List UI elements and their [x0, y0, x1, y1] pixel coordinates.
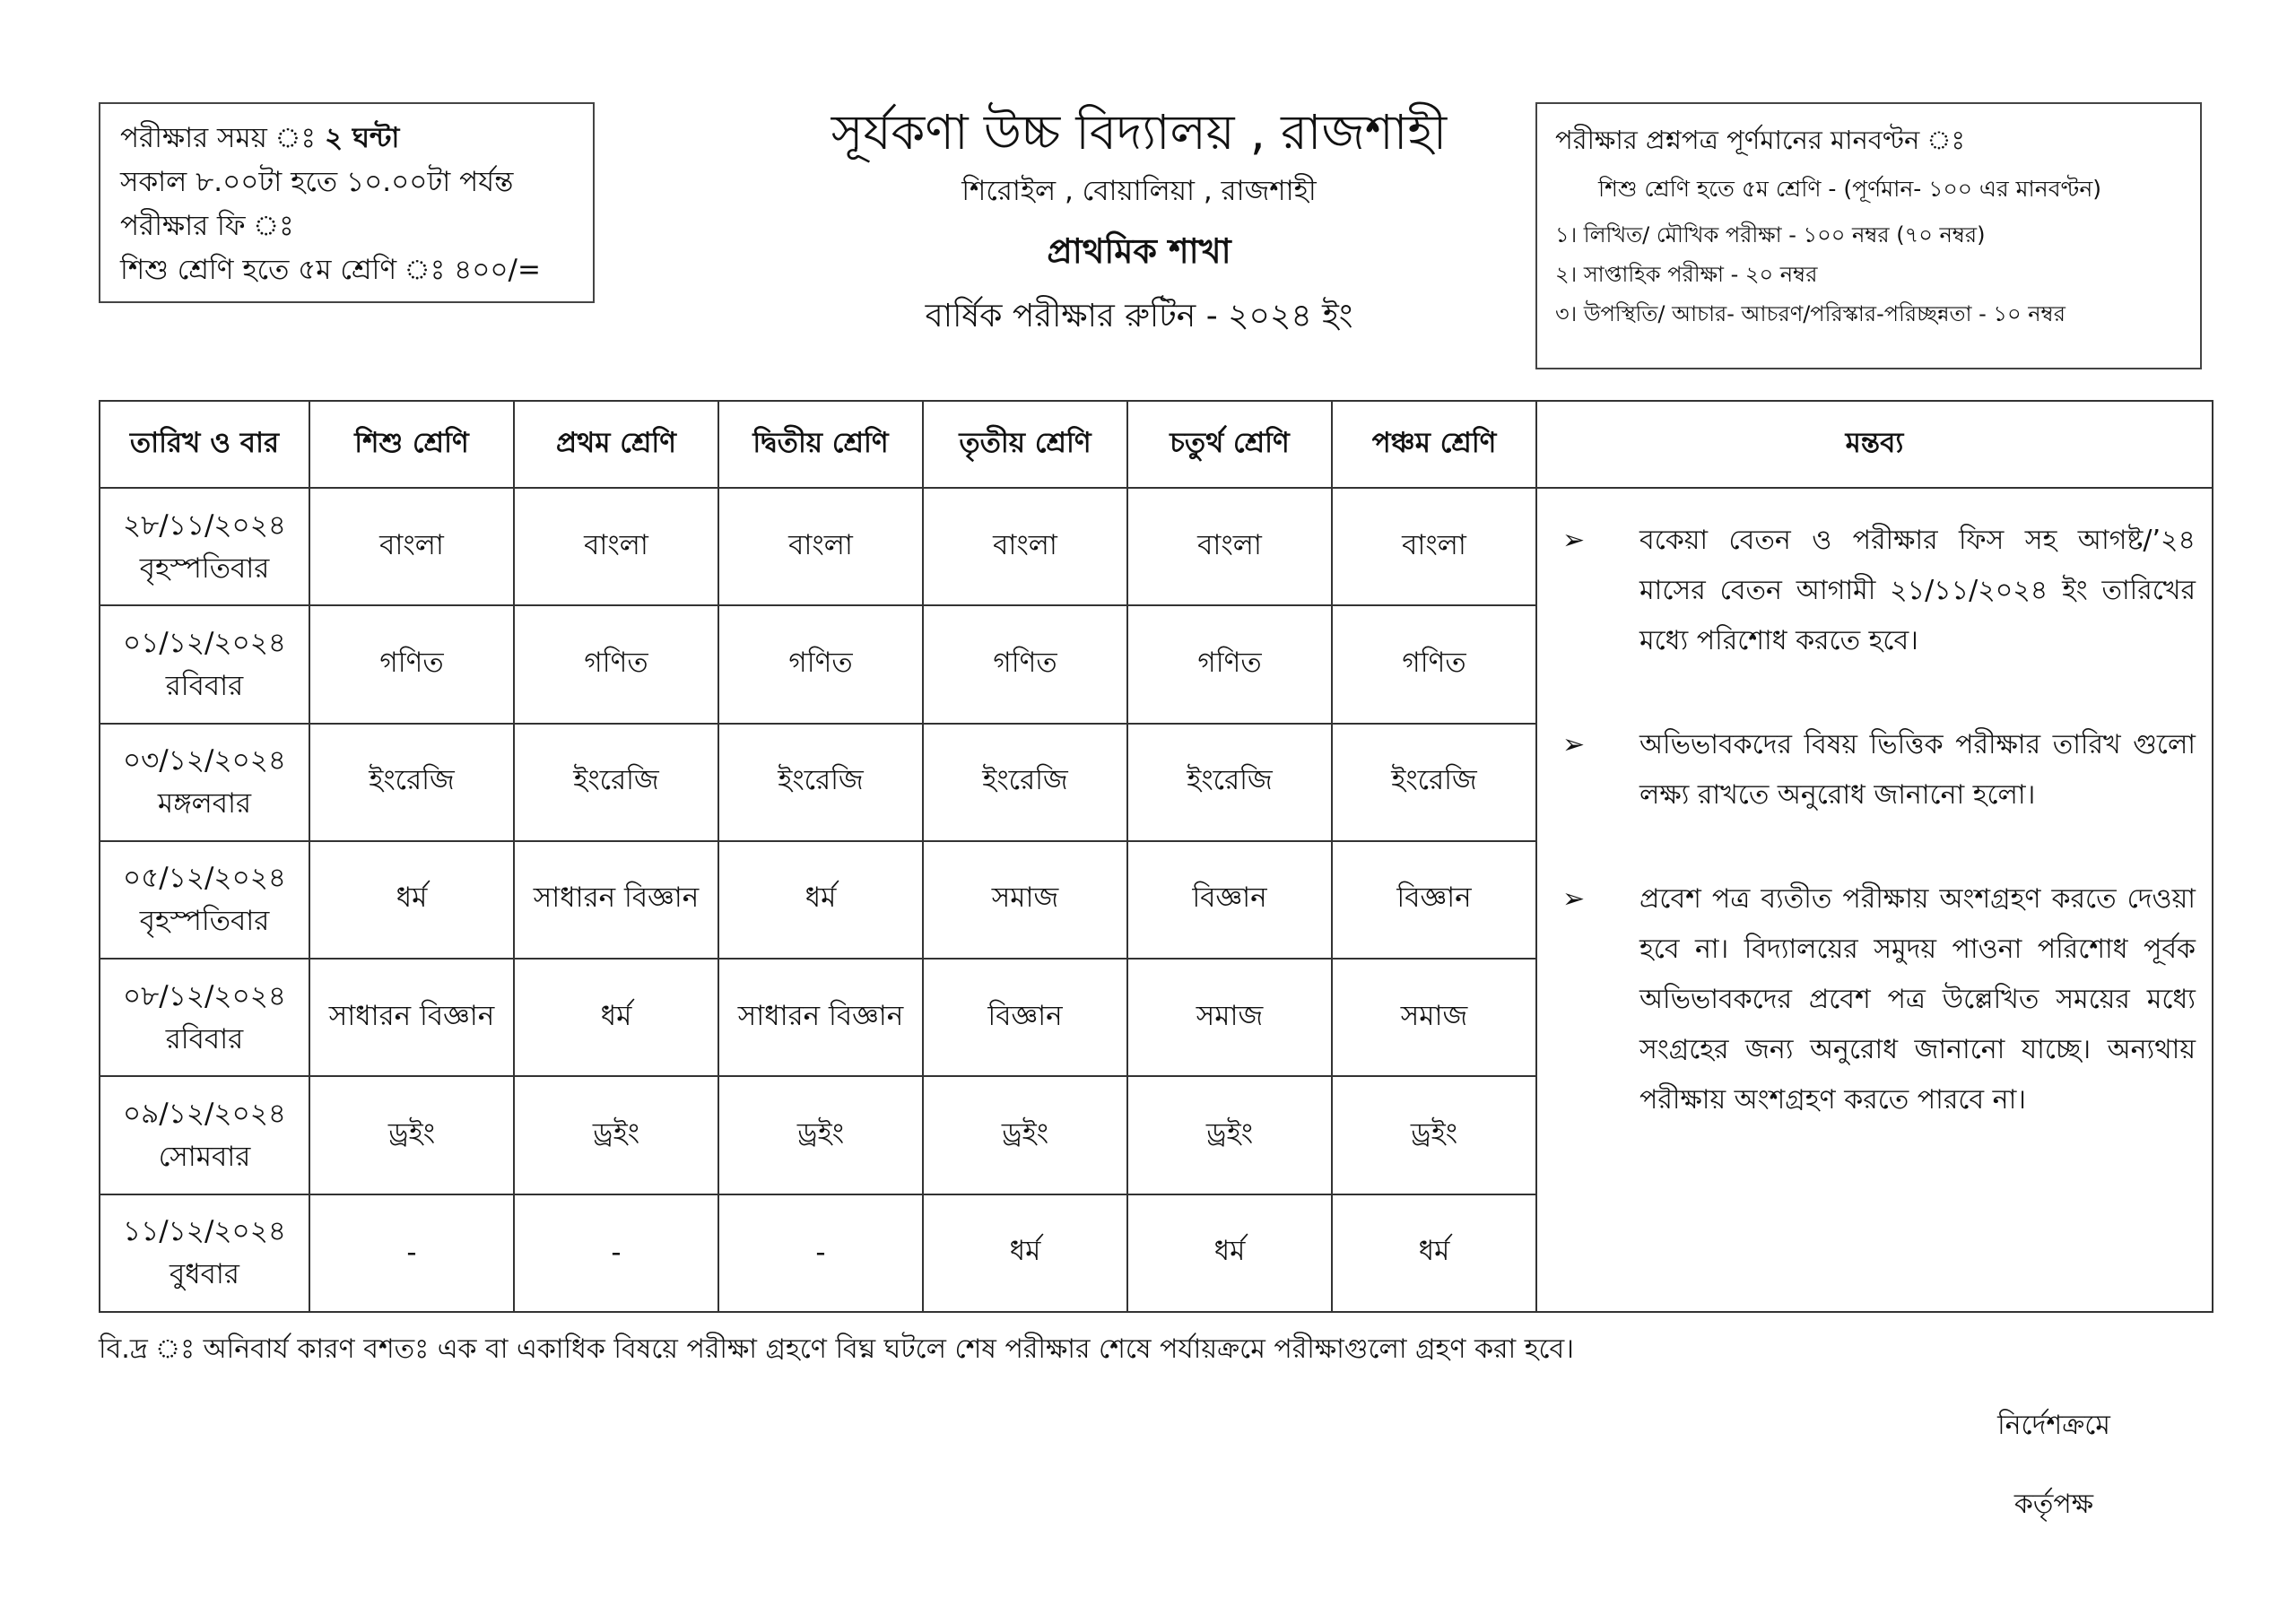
arrowhead-bullet-icon: ➢: [1562, 883, 1586, 915]
remark-text: অভিভাবকদের বিষয় ভিত্তিক পরীক্ষার তারিখ গুলো লক্ষ্য রাখতে অনুরোধ জানানো হলো।: [1639, 729, 2196, 811]
subject-cell: সাধারন বিজ্ঞান: [514, 841, 718, 959]
date-cell: [100, 488, 309, 605]
exam-date: ০৮/১২/২০২৪: [122, 979, 287, 1012]
marks-item: ৩। উপস্থিতি/ আচার- আচরণ/পরিস্কার-পরিচ্ছন্নতা - ১০ নম্বর: [1555, 301, 2066, 326]
column-header-class: তৃতীয় শ্রেণি: [923, 401, 1127, 488]
subject-cell: ড্রইং: [309, 1076, 514, 1194]
table-row: [100, 488, 2213, 605]
date-cell: [100, 605, 309, 723]
date-cell: [100, 959, 309, 1076]
exam-day: বৃহস্পতিবার: [139, 905, 270, 938]
subject-cell: সমাজ: [923, 841, 1127, 959]
exam-time-range: সকাল ৮.০০টা হতে ১০.০০টা পর্যন্ত: [120, 166, 514, 198]
remarks-cell: [1536, 488, 2213, 1312]
date-cell: [100, 1194, 309, 1312]
subject-cell: বাংলা: [1127, 488, 1332, 605]
document-header: [789, 97, 1489, 344]
subject-cell: ইংরেজি: [718, 724, 923, 841]
subject-cell: -: [718, 1194, 923, 1312]
subject-cell: বাংলা: [309, 488, 514, 605]
remark-item: [1553, 720, 2196, 821]
exam-date: ০৩/১২/২০২৪: [122, 744, 287, 777]
exam-time-label: পরীক্ষার সময় ঃ: [120, 122, 317, 154]
subject-cell: ড্রইং: [1332, 1076, 1536, 1194]
subject-cell: বিজ্ঞান: [1332, 841, 1536, 959]
school-address: শিরোইল , বোয়ালিয়া , রাজশাহী: [961, 175, 1317, 207]
subject-cell: -: [514, 1194, 718, 1312]
marks-heading: পরীক্ষার প্রশ্নপত্র পূর্ণমানের মানবণ্টন ঃ: [1555, 125, 1965, 155]
exam-day: রবিবার: [165, 1022, 244, 1055]
subject-cell: গণিত: [514, 605, 718, 723]
marks-item: ১। লিখিত/ মৌখিক পরীক্ষা - ১০০ নম্বর (৭০ নম্বর): [1555, 222, 1986, 248]
subject-cell: সাধারন বিজ্ঞান: [718, 959, 923, 1076]
subject-cell: সাধারন বিজ্ঞান: [309, 959, 514, 1076]
subject-cell: সমাজ: [1332, 959, 1536, 1076]
arrowhead-bullet-icon: ➢: [1562, 525, 1586, 556]
subject-cell: বাংলা: [923, 488, 1127, 605]
subject-cell: বিজ্ঞান: [923, 959, 1127, 1076]
subject-cell: গণিত: [1127, 605, 1332, 723]
school-name: সূর্যকণা উচ্চ বিদ্যালয় , রাজশাহী: [831, 104, 1448, 161]
subject-cell: ইংরেজি: [1127, 724, 1332, 841]
date-cell: [100, 1076, 309, 1194]
footnote: বি.দ্র ঃ অনিবার্য কারণ বশতঃ এক বা একাধিক বিষয়ে পরীক্ষা গ্রহণে বিঘ্ন ঘটলে শেষ পরীক্ষার শেষে পর্যায়ক্রমে পরীক্ষাগুলো গ্রহণ করা হবে।: [99, 1333, 1574, 1365]
subject-cell: ইংরেজি: [1332, 724, 1536, 841]
subject-cell: ইংরেজি: [309, 724, 514, 841]
column-header-remarks: মন্তব্য: [1536, 401, 2213, 488]
subject-cell: ধর্ম: [923, 1194, 1127, 1312]
subject-cell: ড্রইং: [718, 1076, 923, 1194]
signature-line-1: নির্দেশক্রমে: [1997, 1410, 2110, 1441]
subject-cell: ড্রইং: [514, 1076, 718, 1194]
table-header-row: [100, 401, 2213, 488]
column-header-class: প্রথম শ্রেণি: [514, 401, 718, 488]
subject-cell: সমাজ: [1127, 959, 1332, 1076]
subject-cell: ধর্ম: [718, 841, 923, 959]
signature-line-2: কর্তৃপক্ষ: [2013, 1489, 2094, 1520]
subject-cell: ধর্ম: [1332, 1194, 1536, 1312]
subject-cell: ড্রইং: [1127, 1076, 1332, 1194]
subject-cell: গণিত: [718, 605, 923, 723]
page-title: বার্ষিক পরীক্ষার রুটিন - ২০২৪ ইং: [925, 298, 1353, 334]
column-header-class: দ্বিতীয় শ্রেণি: [718, 401, 923, 488]
exam-day: সোমবার: [158, 1141, 251, 1174]
date-cell: [100, 724, 309, 841]
subject-cell: ইংরেজি: [514, 724, 718, 841]
exam-day: মঙ্গলবার: [157, 787, 252, 821]
subject-cell: ধর্ম: [309, 841, 514, 959]
exam-date: ২৮/১১/২০২৪: [123, 508, 286, 542]
column-header-date: তারিখ ও বার: [100, 401, 309, 488]
marks-distribution-box: [1535, 102, 2202, 369]
exam-fee-label: পরীক্ষার ফি ঃ: [120, 210, 294, 242]
remark-item: [1553, 874, 2196, 1125]
exam-date: ০১/১২/২০২৪: [122, 626, 287, 659]
subject-cell: ইংরেজি: [923, 724, 1127, 841]
subject-cell: বাংলা: [1332, 488, 1536, 605]
subject-cell: গণিত: [309, 605, 514, 723]
exam-time-value: ২ ঘন্টা: [324, 122, 400, 154]
remark-text: প্রবেশ পত্র ব্যতীত পরীক্ষায় অংশগ্রহণ করতে দেওয়া হবে না। বিদ্যালয়ের সমুদয় পাওনা পরিশোধ পূর্বক অভিভাবকদের প্রবেশ পত্র উল্লেখিত সময়ের মধ্যে সংগ্রহের জন্য অনুরোধ জানানো যাচ্ছে। অন্যথায় পরীক্ষায় অংশগ্রহণ করতে পারবে না।: [1639, 883, 2196, 1116]
subject-cell: বিজ্ঞান: [1127, 841, 1332, 959]
exam-time-line: [120, 117, 573, 161]
exam-day: বুধবার: [170, 1258, 239, 1291]
date-cell: [100, 841, 309, 959]
column-header-class: শিশু শ্রেণি: [309, 401, 514, 488]
subject-cell: ধর্ম: [514, 959, 718, 1076]
subject-cell: ধর্ম: [1127, 1194, 1332, 1312]
exam-day: রবিবার: [165, 669, 244, 702]
exam-date: ১১/১২/২০২৪: [123, 1215, 286, 1248]
subject-cell: -: [309, 1194, 514, 1312]
routine-table: [99, 400, 2213, 1313]
subject-cell: ড্রইং: [923, 1076, 1127, 1194]
column-header-class: পঞ্চম শ্রেণি: [1332, 401, 1536, 488]
marks-item: ২। সাপ্তাহিক পরীক্ষা - ২০ নম্বর: [1555, 262, 1818, 287]
subject-cell: গণিত: [1332, 605, 1536, 723]
exam-fee-detail: শিশু শ্রেণি হতে ৫ম শ্রেণি ঃ ৪০০/=: [120, 254, 541, 286]
exam-day: বৃহস্পতিবার: [139, 551, 270, 585]
subject-cell: বাংলা: [718, 488, 923, 605]
subject-cell: গণিত: [923, 605, 1127, 723]
remark-text: বকেয়া বেতন ও পরীক্ষার ফিস সহ আগষ্ট/’২৪ মাসের বেতন আগামী ২১/১১/২০২৪ ইং তারিখের মধ্যে পরিশোধ করতে হবে।: [1639, 525, 2196, 656]
branch-name: প্রাথমিক শাখা: [1047, 231, 1231, 271]
signature-block: [1955, 1399, 2152, 1532]
exam-date: ০৯/১২/২০২৪: [122, 1098, 287, 1131]
exam-date: ০৫/১২/২০২৪: [122, 862, 287, 895]
column-header-class: চতুর্থ শ্রেণি: [1127, 401, 1332, 488]
marks-subheading: শিশু শ্রেণি হতে ৫ম শ্রেণি - (পূর্ণমান- ১০০ এর মানবণ্টন): [1598, 176, 2102, 202]
exam-info-box: [99, 102, 595, 303]
subject-cell: বাংলা: [514, 488, 718, 605]
remark-item: [1553, 516, 2196, 666]
arrowhead-bullet-icon: ➢: [1562, 729, 1586, 760]
